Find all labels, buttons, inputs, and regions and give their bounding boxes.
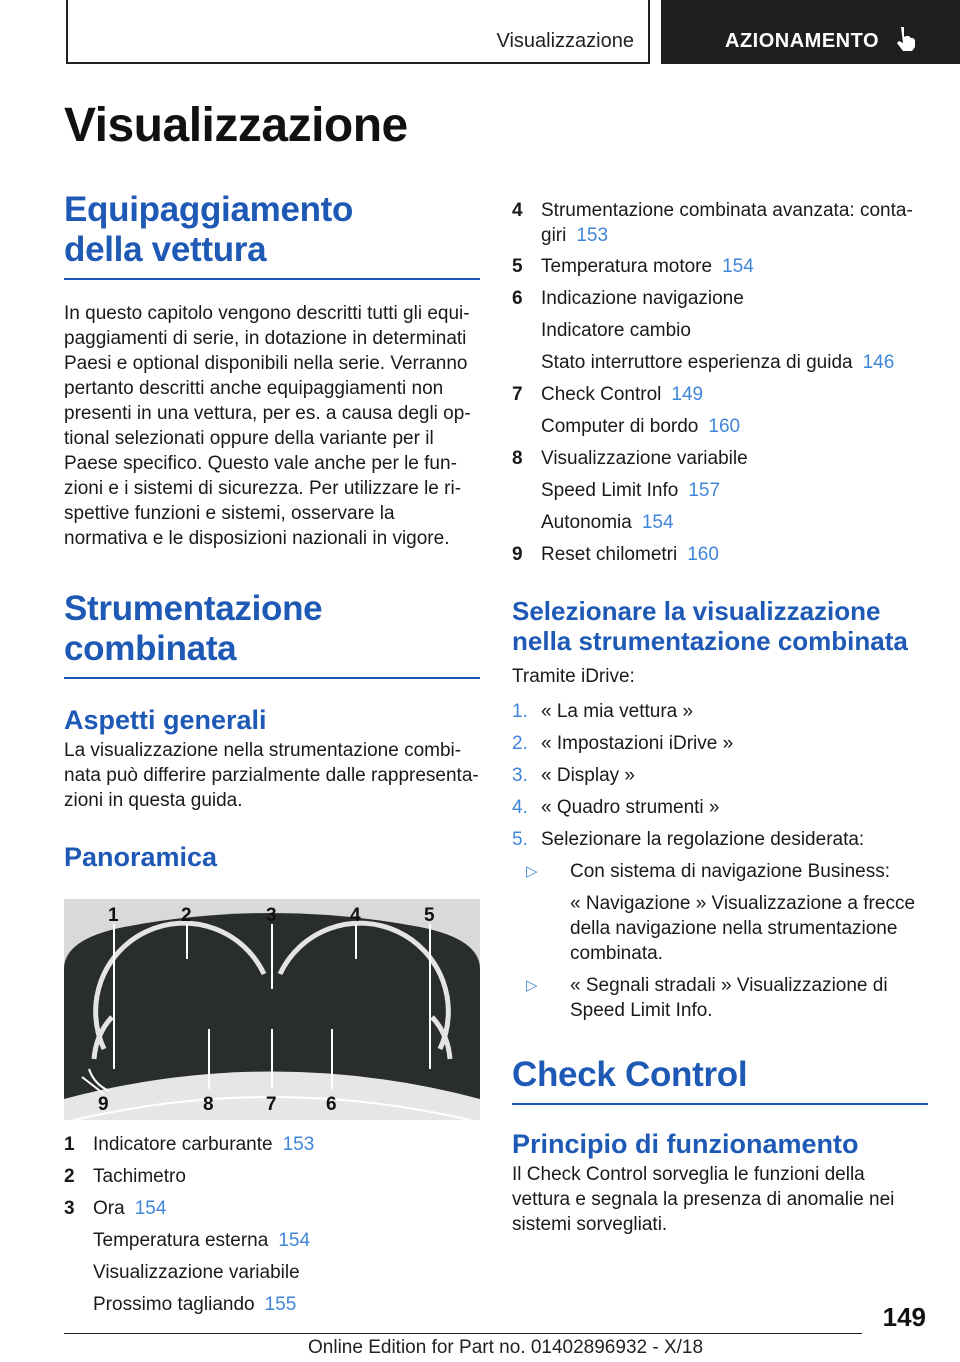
legend-text: Temperatura motore	[541, 256, 713, 277]
legend-number: 9	[512, 544, 523, 565]
equipaggiamento-text: In questo capitolo vengono descritti tutti gli equipaggiamenti di serie, in dotazione in determinati Paesi e optional disponibili nella serie. Verranno pertanto descritti anche equipaggiamenti non presenti in una vettura, per es. a causa degli optional selezionati oppure della variante per il Paese specifico. Questo vale anche per le funzioni e i sistemi di sicurezza. Per utilizzare le rispettive funzioni e sistemi, osservare la normativa e le disposizioni nazionali in vigore.	[64, 303, 471, 549]
page-number: 149	[882, 1302, 926, 1332]
step-item	[512, 763, 928, 795]
legend-list-left	[64, 1132, 480, 1324]
instrument-cluster-figure	[64, 899, 480, 1120]
heading-strumentazione: Strumentazione combinata	[64, 589, 323, 668]
legend-item	[512, 542, 928, 574]
cluster-label: 5	[424, 905, 435, 926]
page-reference-link[interactable]: 153	[576, 225, 609, 246]
legend-text: Indicatore carburante	[93, 1134, 273, 1155]
step-text: « Display »	[541, 765, 635, 786]
bullet-item	[526, 859, 928, 884]
legend-number: 5	[512, 256, 523, 277]
legend-text: Temperatura esterna	[93, 1230, 269, 1251]
bullet-text: « Navigazione » Visualizzazione a frecce della navigazione nella strumentazione combinata.	[570, 893, 916, 964]
heading-aspetti-generali: Aspetti generali	[64, 705, 267, 735]
bullet-continuation	[570, 891, 928, 966]
legend-item	[512, 350, 928, 382]
page-reference-link[interactable]: 154	[278, 1230, 311, 1251]
bullet-item	[526, 973, 928, 1023]
legend-item	[512, 286, 928, 318]
legend-item	[512, 382, 928, 414]
legend-text: Visualizzazione variabile	[541, 448, 748, 469]
page-reference-link[interactable]: 155	[264, 1294, 297, 1315]
page-reference-link[interactable]: 154	[134, 1198, 167, 1219]
heading-selezionare: Selezionare la visualizzazione nella strumentazione combinata	[512, 596, 908, 656]
legend-text: Visualizzazione variabile	[93, 1262, 300, 1283]
legend-item	[512, 318, 928, 350]
page-reference-link[interactable]: 149	[671, 384, 704, 405]
page-reference-link[interactable]: 160	[708, 416, 741, 437]
footer-rule	[64, 1333, 862, 1334]
heading-panoramica: Panoramica	[64, 842, 218, 872]
step-number: 3.	[512, 765, 528, 786]
legend-number: 8	[512, 448, 523, 469]
cluster-label: 7	[266, 1094, 277, 1115]
header-section-tab	[66, 0, 650, 64]
page-reference-link[interactable]: 146	[862, 352, 895, 373]
step-number: 4.	[512, 797, 528, 818]
legend-number: 1	[64, 1134, 75, 1155]
legend-text: Ora	[93, 1198, 125, 1219]
heading-rule	[64, 677, 480, 679]
page-title: Visualizzazione	[64, 99, 408, 152]
legend-list-right	[512, 198, 928, 574]
cluster-label: 4	[350, 905, 361, 926]
check-control-text: Il Check Control sorveglia le funzioni della vettura e segnala la presenza di anomalie nei sistemi sorvegliati.	[512, 1164, 895, 1235]
legend-item	[64, 1132, 480, 1164]
legend-item	[512, 414, 928, 446]
hand-pointer-icon	[894, 26, 916, 52]
legend-text: Indicazione navigazione	[541, 288, 744, 309]
legend-text: Autonomia	[541, 512, 632, 533]
legend-text: Strumentazione combinata avanzata: contagiri	[541, 200, 913, 246]
legend-item	[64, 1196, 480, 1228]
legend-item	[512, 254, 928, 286]
footer-edition: Online Edition for Part no. 01402896932 - X/18	[308, 1337, 704, 1358]
cluster-label: 3	[266, 905, 277, 926]
legend-number: 6	[512, 288, 523, 309]
header-chapter-tab	[661, 0, 960, 64]
heading-equipaggiamento: Equipaggiamento della vettura	[64, 190, 354, 269]
page-reference-link[interactable]: 154	[641, 512, 674, 533]
cluster-drawing	[64, 899, 480, 1120]
step-number: 1.	[512, 701, 528, 722]
legend-item	[64, 1260, 480, 1292]
step-item	[512, 731, 928, 763]
legend-text: Speed Limit Info	[541, 480, 679, 501]
cluster-label: 2	[181, 905, 192, 926]
page-reference-link[interactable]: 160	[687, 544, 719, 565]
cluster-label: 8	[203, 1094, 214, 1115]
heading-rule	[64, 278, 480, 280]
legend-number: 2	[64, 1166, 75, 1187]
legend-text: Check Control	[541, 384, 662, 405]
heading-check-control: Check Control	[512, 1055, 748, 1094]
legend-item	[512, 478, 928, 510]
legend-text: Tachimetro	[93, 1166, 186, 1187]
bullet-triangle-icon: ▷	[526, 977, 538, 994]
step-item	[512, 699, 928, 731]
legend-item	[512, 446, 928, 478]
aspetti-text: La visualizzazione nella strumentazione combinata può differire parzialmente dalle rappresentazioni in questa guida.	[64, 740, 479, 811]
page-reference-link[interactable]: 153	[282, 1134, 315, 1155]
legend-text: Stato interruttore esperienza di guida	[541, 352, 853, 373]
page-reference-link[interactable]: 154	[722, 256, 754, 277]
legend-item	[64, 1292, 480, 1324]
legend-text: Indicatore cambio	[541, 320, 691, 341]
legend-text: Reset chilometri	[541, 544, 678, 565]
legend-item	[512, 510, 928, 542]
left-column	[64, 190, 480, 1324]
step-text: « Impostazioni iDrive »	[541, 733, 734, 754]
step-item	[512, 795, 928, 827]
step-text: Selezionare la regolazione desiderata:	[541, 829, 865, 850]
cluster-label: 1	[108, 905, 119, 926]
legend-number: 4	[512, 200, 523, 221]
step-text: « Quadro strumenti »	[541, 797, 720, 818]
legend-text: Computer di bordo	[541, 416, 699, 437]
step-item	[512, 827, 928, 859]
header-chapter-title: AZIONAMENTO	[725, 30, 880, 52]
heading-principio: Principio di funzionamento	[512, 1129, 859, 1159]
step-number: 5.	[512, 829, 528, 850]
legend-text: Prossimo tagliando	[93, 1294, 255, 1315]
right-column	[512, 198, 928, 1237]
steps-list	[512, 699, 928, 859]
heading-rule	[512, 1103, 928, 1105]
legend-item	[512, 198, 928, 254]
legend-item	[64, 1228, 480, 1260]
bullet-triangle-icon: ▷	[526, 863, 538, 880]
legend-number: 7	[512, 384, 523, 405]
legend-item	[64, 1164, 480, 1196]
cluster-label: 6	[326, 1094, 337, 1115]
bullet-text: Con sistema di navigazione Business:	[570, 861, 891, 882]
tramite-text: Tramite iDrive:	[512, 666, 635, 687]
step-text: « La mia vettura »	[541, 701, 694, 722]
bullet-text: « Segnali stradali » Visualizzazione di Speed Limit Info.	[570, 975, 888, 1021]
step-number: 2.	[512, 733, 528, 754]
page-reference-link[interactable]: 157	[688, 480, 721, 501]
header-section-title: Visualizzazione	[496, 30, 634, 52]
cluster-label: 9	[98, 1094, 109, 1115]
legend-number: 3	[64, 1198, 75, 1219]
